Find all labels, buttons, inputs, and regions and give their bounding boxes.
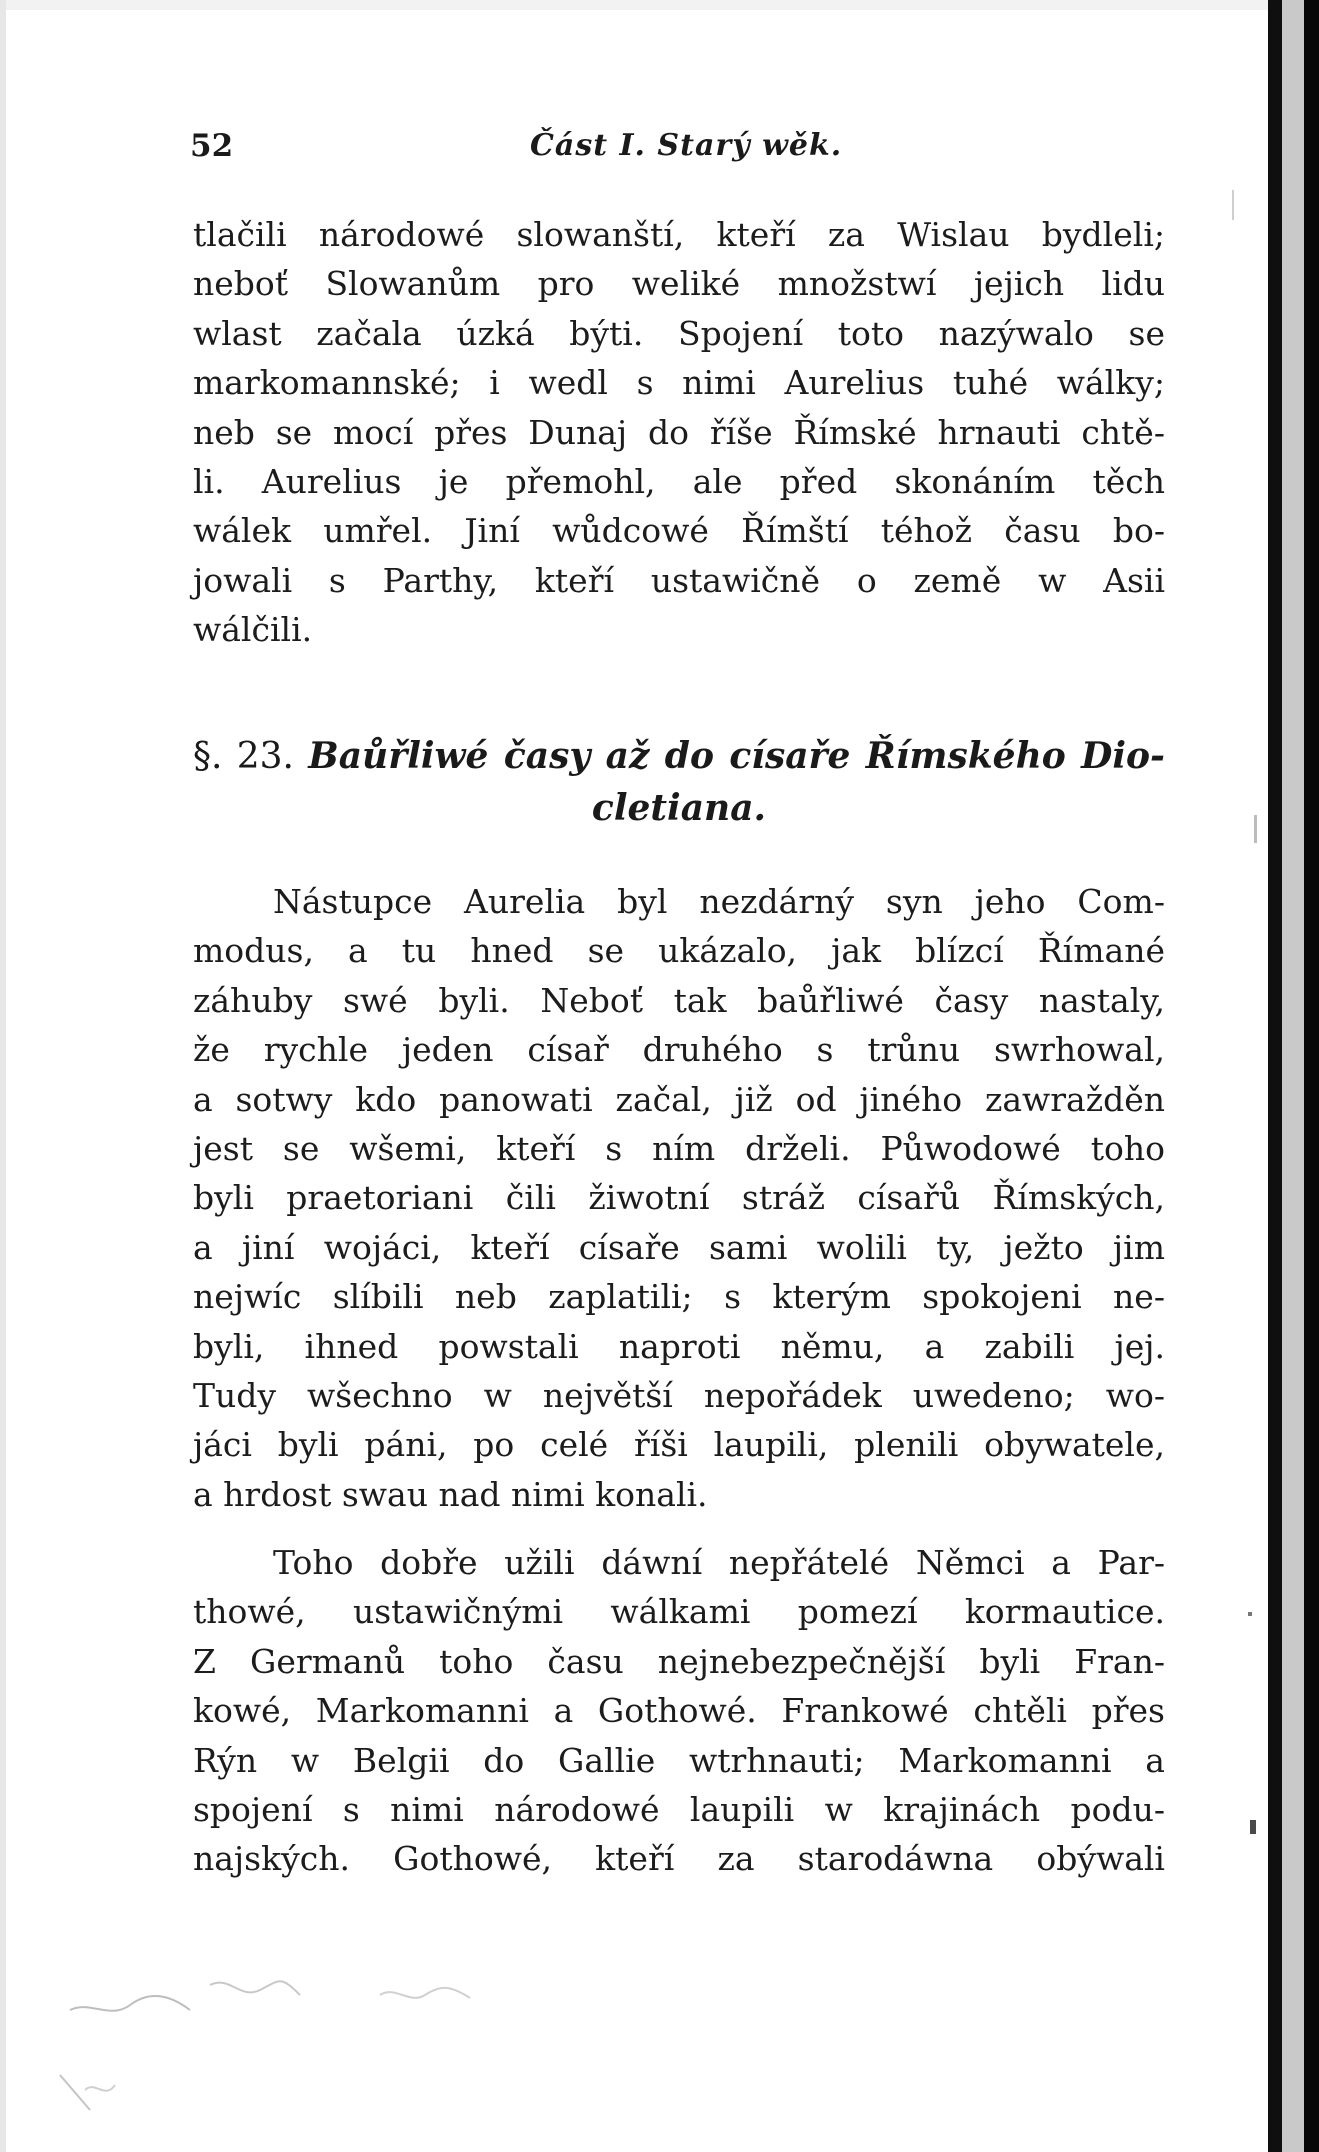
text-line: Rýn w Belgii do Gallie wtrhnauti; Markomanni a	[193, 1740, 1165, 1780]
text-line: Z Germanů toho času nejnebezpečnější byli Fran-	[193, 1641, 1165, 1681]
text-line: Toho dobře užili dáwní nepřátelé Němci a Par-	[273, 1543, 1165, 1582]
text-line: a sotwy kdo panowati začal, již od jiného zawražděn	[193, 1079, 1165, 1119]
page-number: 52	[190, 128, 234, 164]
page-header	[190, 128, 1190, 178]
text-line: že rychle jeden císař druhého s trůnu swrhowal,	[193, 1030, 1165, 1070]
text-line: byli, ihned powstali naproti němu, a zabili jej.	[193, 1326, 1165, 1366]
section-title-part-2: cletiana.	[591, 787, 767, 829]
text-line: wálčili.	[193, 610, 313, 650]
paragraph-1	[193, 210, 1165, 655]
text-line: jowali s Parthy, kteří ustawičně o země w Asii	[193, 560, 1165, 600]
text-line: jáci byli páni, po celé říši laupili, plenili obywatele,	[193, 1425, 1165, 1465]
page-edge-strip	[1282, 0, 1304, 2152]
running-head: Část I. Starý wěk.	[530, 128, 843, 163]
text-line: byli praetoriani čili žiwotní stráž císařů Římských,	[193, 1178, 1165, 1218]
text-line: markomannské; i wedl s nimi Aurelius tuhé wálky;	[193, 363, 1165, 403]
section-heading	[193, 730, 1165, 834]
page-left-edge	[0, 0, 6, 2152]
text-line: neb se mocí přes Dunaj do říše Římské hrnauti chtě-	[193, 412, 1165, 452]
text-line: jest se wšemi, kteří s ním drželi. Půwodowé toho	[193, 1128, 1165, 1168]
text-line: a hrdost swau nad nimi konali.	[193, 1474, 708, 1514]
text-line: wálek umřel. Jiní wůdcowé Římští téhož času bo-	[193, 511, 1165, 551]
text-line: spojení s nimi národowé laupili w krajinách podu-	[193, 1789, 1165, 1829]
text-line: wlast začala úzká býti. Spojení toto nazýwalo se	[193, 313, 1165, 353]
text-line: nejwíc slíbili neb zaplatili; s kterým spokojeni ne-	[193, 1277, 1165, 1317]
section-heading-line-1	[193, 730, 1165, 782]
text-line: thowé, ustawičnými wálkami pomezí kormautice.	[193, 1592, 1165, 1632]
text-line: a jiní wojáci, kteří císaře sami wolili ty, ježto jim	[193, 1227, 1165, 1267]
section-number: §. 23.	[193, 736, 294, 777]
text-line: tlačili národowé slowanští, kteří za Wislau bydleli;	[193, 215, 1165, 254]
section-title-part-1: Baůřliwé časy až do císaře Římského Dio-	[308, 735, 1166, 777]
text-line: Tudy wšechno w největší nepořádek uwedeno; wo-	[193, 1375, 1165, 1415]
text-line: neboť Slowanům pro weliké množstwí jejich lidu	[193, 264, 1165, 304]
text-line: modus, a tu hned se ukázalo, jak blízcí Římané	[193, 931, 1165, 971]
text-line: li. Aurelius je přemohl, ale před skonáním těch	[193, 461, 1165, 501]
text-line: kowé, Markomanni a Gothowé. Frankowé chtěli přes	[193, 1691, 1165, 1731]
paragraph-3	[193, 1538, 1165, 1884]
paragraph-2	[193, 877, 1165, 1519]
text-line: záhuby swé byli. Neboť tak baůřliwé časy nastaly,	[193, 980, 1165, 1020]
page-top-edge	[0, 0, 1282, 10]
text-line: Nástupce Aurelia byl nezdárný syn jeho Com-	[273, 882, 1165, 921]
binding-gutter	[1304, 0, 1319, 2152]
text-line: najských. Gothowé, kteří za starodáwna obýwali	[193, 1839, 1165, 1879]
